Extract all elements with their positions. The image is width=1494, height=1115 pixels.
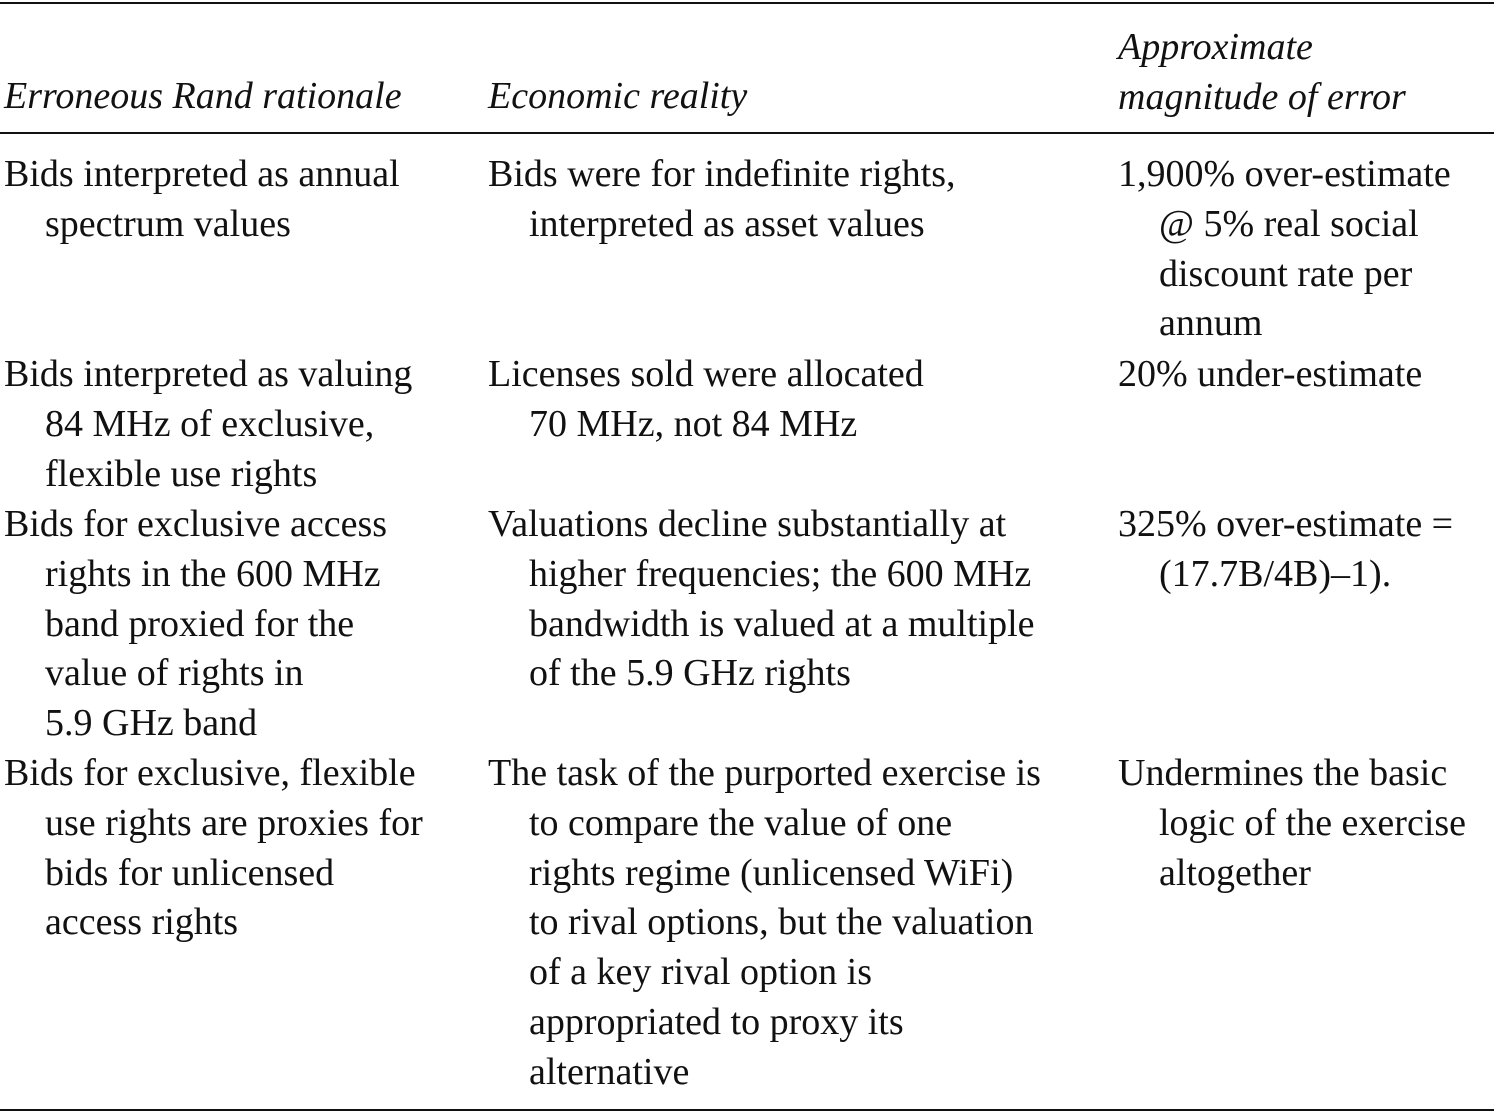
cell-line: 20% under-estimate xyxy=(1118,353,1423,395)
row2-reality xyxy=(488,350,1098,450)
cell-line: alternative xyxy=(529,1050,690,1093)
cell-line: flexible use rights xyxy=(45,452,318,495)
row2-error xyxy=(1118,350,1494,400)
cell-line: Licenses sold were allocated xyxy=(488,353,924,395)
header-error-line: magnitude of error xyxy=(1118,75,1406,118)
row4-rationale xyxy=(4,749,464,948)
cell-line: The task of the purported exercise is xyxy=(488,752,1041,794)
cell-line: 1,900% over-estimate xyxy=(1118,153,1451,195)
cell-line: Undermines the basic xyxy=(1118,752,1448,794)
cell-line: Bids were for indefinite rights, xyxy=(488,153,956,195)
table-bottom-rule xyxy=(0,1109,1494,1111)
cell-line: Bids for exclusive access xyxy=(4,503,388,545)
cell-line: of a key rival option is xyxy=(529,951,872,994)
cell-line: 5.9 GHz band xyxy=(45,702,258,745)
cell-line: access rights xyxy=(45,901,239,944)
table-top-rule xyxy=(0,2,1494,4)
row1-rationale xyxy=(4,150,464,250)
header-rationale-line: Erroneous Rand rationale xyxy=(4,75,402,117)
cell-line: interpreted as asset values xyxy=(529,202,925,245)
cell-line: annum xyxy=(1159,302,1263,345)
cell-line: of the 5.9 GHz rights xyxy=(529,652,851,695)
cell-line: higher frequencies; the 600 MHz xyxy=(529,552,1032,595)
cell-line: to rival options, but the valuation xyxy=(529,901,1034,944)
cell-line: Bids interpreted as valuing xyxy=(4,353,413,395)
row2-rationale xyxy=(4,350,464,499)
cell-line: @ 5% real social xyxy=(1159,202,1419,245)
cell-line: band proxied for the xyxy=(45,602,355,645)
header-error-line: Approximate xyxy=(1118,26,1313,68)
cell-line: altogether xyxy=(1159,851,1311,894)
row3-reality xyxy=(488,500,1098,699)
cell-line: bandwidth is valued at a multiple xyxy=(529,602,1035,645)
cell-line: 70 MHz, not 84 MHz xyxy=(529,402,858,445)
row4-error xyxy=(1118,749,1494,898)
cell-line: Bids for exclusive, flexible xyxy=(4,752,416,794)
cell-line: appropriated to proxy its xyxy=(529,1000,904,1043)
row1-reality xyxy=(488,150,1098,250)
cell-line: use rights are proxies for xyxy=(45,801,423,844)
cell-line: Valuations decline substantially at xyxy=(488,503,1007,545)
header-rationale xyxy=(4,72,464,122)
row1-error xyxy=(1118,150,1494,349)
cell-line: rights regime (unlicensed WiFi) xyxy=(529,851,1014,894)
row3-rationale xyxy=(4,500,464,749)
cell-line: spectrum values xyxy=(45,202,291,245)
cell-line: to compare the value of one xyxy=(529,801,953,844)
cell-line: bids for unlicensed xyxy=(45,851,335,894)
cell-line: 325% over-estimate = xyxy=(1118,503,1454,545)
cell-line: logic of the exercise xyxy=(1159,801,1467,844)
header-error xyxy=(1118,23,1494,123)
row4-reality xyxy=(488,749,1098,1098)
cell-line: (17.7B/4B)–1). xyxy=(1159,552,1392,595)
cell-line: value of rights in xyxy=(45,652,304,695)
cell-line: Bids interpreted as annual xyxy=(4,153,400,195)
header-reality xyxy=(488,72,1098,122)
cell-line: rights in the 600 MHz xyxy=(45,552,381,595)
cell-line: 84 MHz of exclusive, xyxy=(45,402,375,445)
row3-error xyxy=(1118,500,1494,600)
cell-line: discount rate per xyxy=(1159,252,1413,295)
header-rule xyxy=(0,132,1494,134)
header-reality-line: Economic reality xyxy=(488,75,748,117)
